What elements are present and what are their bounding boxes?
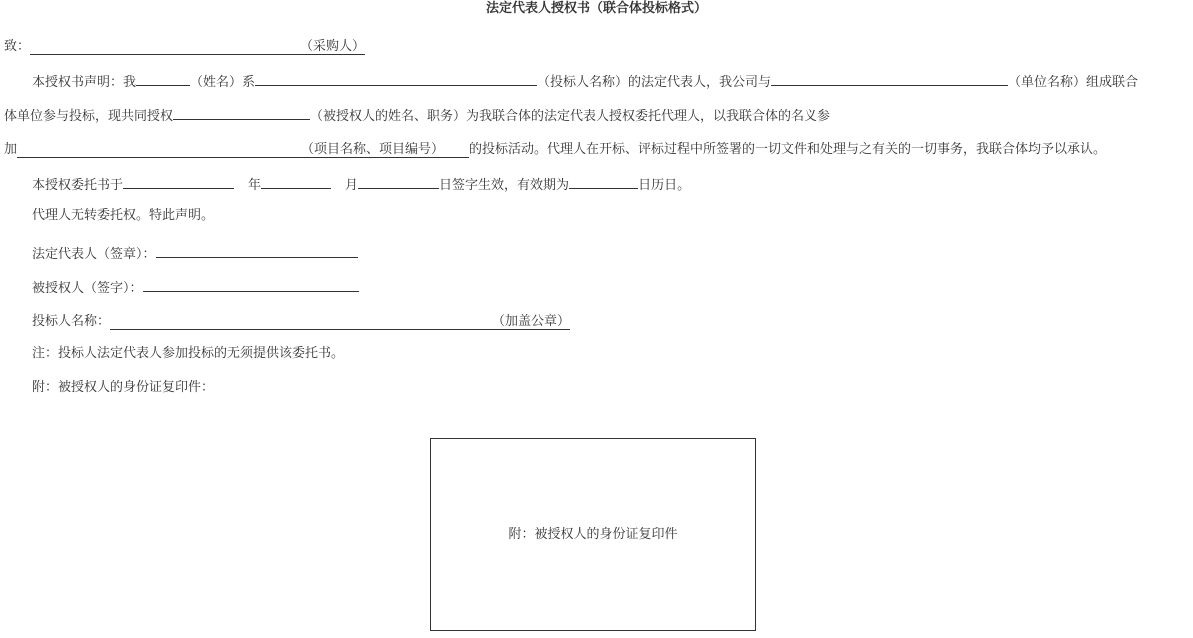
legal-rep-label: 法定代表人（签章）： <box>32 247 156 262</box>
declaration-text-a: 本授权书声明：我 <box>32 75 137 90</box>
note-line: 注：投标人法定代表人参加投标的无须提供该委托书。 <box>32 346 345 361</box>
seal-label: （加盖公章） <box>492 314 571 329</box>
effective-text-a: 本授权委托书于 <box>32 178 124 193</box>
name-blank[interactable] <box>136 70 190 86</box>
bidder-name-label: 投标人名称： <box>32 314 111 329</box>
declaration-line-2 <box>4 104 830 122</box>
document-title: 法定代表人授权书（联合体投标格式） <box>485 1 707 16</box>
bidder-name-blank[interactable] <box>255 70 537 86</box>
declaration-text-f: （被授权人的姓名、职务）为我联合体的法定代表人授权委托代理人，以我联合体的名义参 <box>310 109 831 124</box>
project-field[interactable] <box>17 142 469 158</box>
legal-rep-signature-blank[interactable] <box>156 242 358 258</box>
year-label: 年 <box>248 178 262 193</box>
effective-date-line <box>32 173 690 191</box>
validity-days-blank[interactable] <box>569 173 638 189</box>
declaration-text-c: （投标人名称）的法定代表人，我公司与 <box>537 75 772 90</box>
id-copy-box <box>430 438 756 631</box>
year-blank[interactable] <box>261 173 331 189</box>
declaration-line-1 <box>32 70 1138 88</box>
authorized-signature-line <box>32 276 359 294</box>
attachment-line: 附：被授权人的身份证复印件： <box>32 380 215 395</box>
declaration-text-h: 的投标活动。代理人在开标、评标过程中所签署的一切文件和处理与之有关的一切事务，我联合体均予以承认。 <box>469 142 1107 157</box>
unit-name-blank[interactable] <box>771 70 1008 86</box>
month-blank[interactable] <box>358 173 439 189</box>
addressee-line <box>4 35 365 53</box>
project-label: （项目名称、项目编号） <box>301 142 445 157</box>
purchaser-field[interactable] <box>30 39 365 55</box>
effective-text-d: 日签字生效，有效期为 <box>439 178 570 193</box>
declaration-text-g: 加 <box>4 142 18 157</box>
declaration-text-b: （姓名）系 <box>190 75 256 90</box>
effective-text-e: 日历日。 <box>638 178 691 193</box>
declaration-text-d: （单位名称）组成联合 <box>1008 75 1139 90</box>
declaration-text-e: 体单位参与投标，现共同授权 <box>4 109 174 124</box>
authorized-signature-blank[interactable] <box>143 276 359 292</box>
date-blank-1[interactable] <box>123 173 234 189</box>
no-subdelegation-line: 代理人无转委托权。特此声明。 <box>32 208 215 223</box>
authorized-person-blank[interactable] <box>173 104 310 120</box>
month-label: 月 <box>345 178 359 193</box>
id-copy-label: 附：被授权人的身份证复印件 <box>508 527 678 542</box>
legal-rep-signature-line <box>32 242 358 260</box>
bidder-seal-field[interactable] <box>110 314 570 330</box>
bidder-name-line <box>32 310 570 328</box>
addressee-prefix: 致： <box>4 39 31 54</box>
declaration-line-3 <box>4 138 1106 156</box>
authorized-label: 被授权人（签字）： <box>32 281 143 296</box>
purchaser-label: （采购人） <box>300 39 366 54</box>
